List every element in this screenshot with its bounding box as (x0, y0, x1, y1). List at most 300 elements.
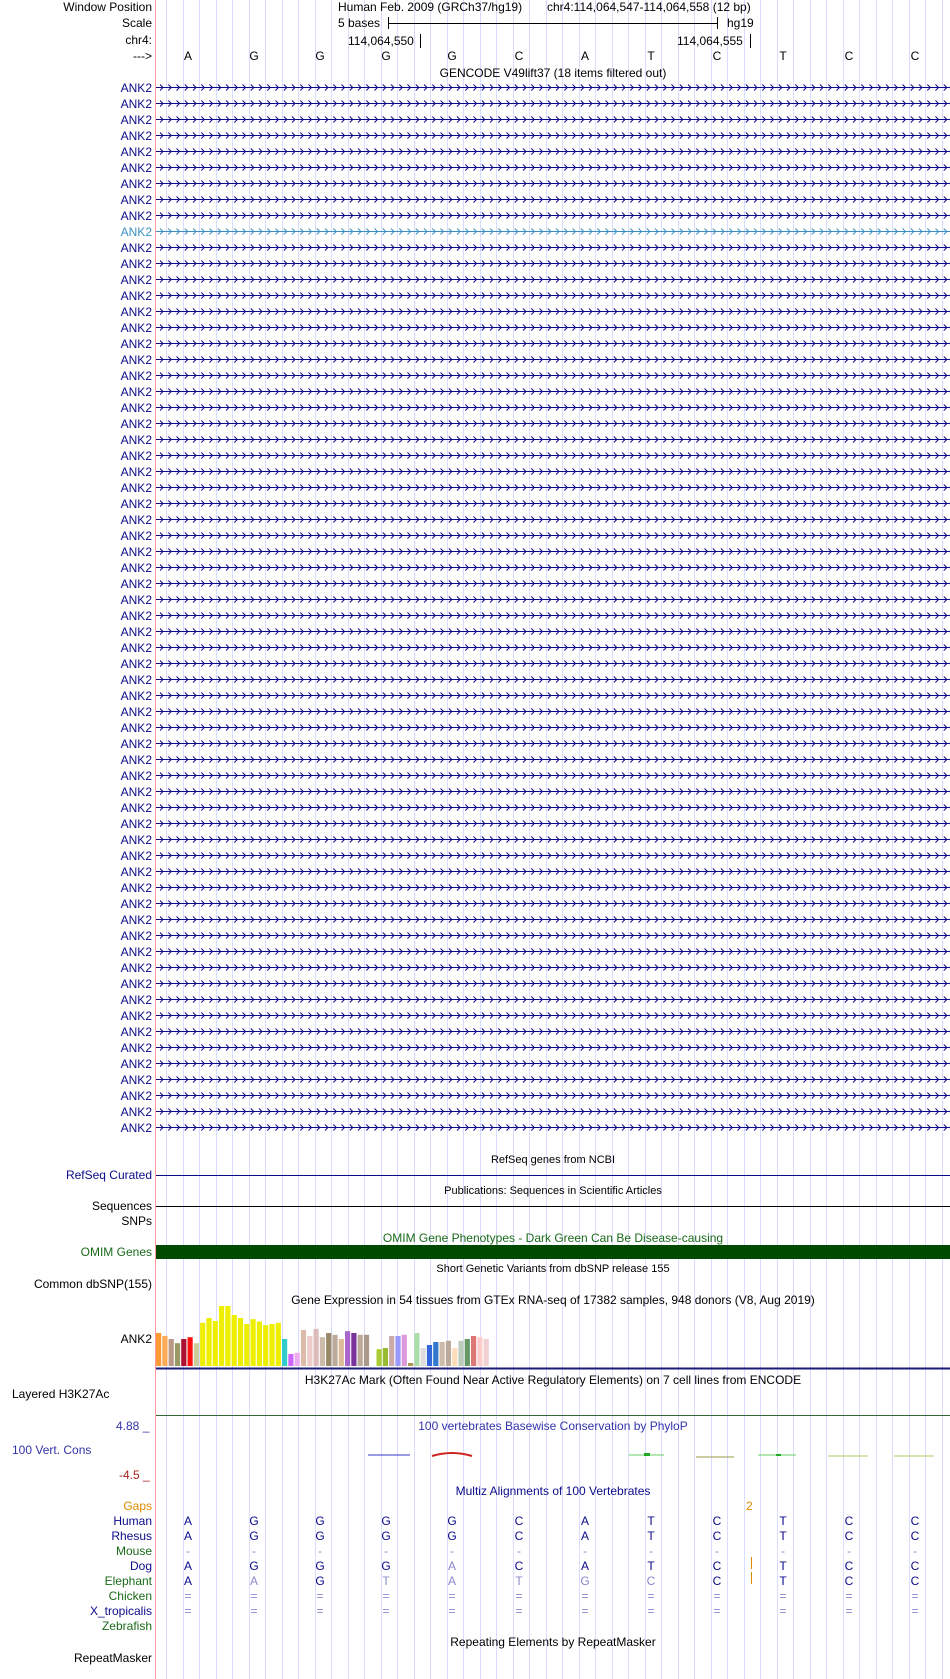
gene-intron-arrows[interactable] (156, 1056, 950, 1072)
gtex-tissue-bar (339, 1339, 344, 1366)
gencode-transcript-row[interactable] (0, 672, 950, 688)
gtex-tissue-bar (188, 1337, 193, 1366)
gencode-transcript-row[interactable] (0, 240, 950, 256)
ruler-tick-2: 114,064,555 (677, 34, 743, 48)
gene-intron-arrows[interactable] (156, 1120, 950, 1136)
gtex-tissue-bar (389, 1336, 394, 1366)
gene-name-label[interactable]: ANK2 (120, 161, 152, 175)
gene-name-label[interactable]: ANK2 (120, 129, 152, 143)
gencode-transcript-row[interactable] (0, 432, 950, 448)
gene-name-label[interactable]: ANK2 (120, 145, 152, 159)
gene-name-label[interactable]: ANK2 (120, 577, 152, 591)
gencode-transcript-row[interactable] (0, 624, 950, 640)
gene-name-label[interactable]: ANK2 (120, 689, 152, 703)
alignment-base: = (515, 1604, 523, 1618)
gtex-tissue-bar (295, 1353, 300, 1366)
omim-gene-bar[interactable] (156, 1245, 950, 1259)
chrom-label: chr4: (125, 33, 152, 47)
gene-name-label[interactable]: ANK2 (120, 1009, 152, 1023)
gap-marker-elephant (751, 1572, 752, 1584)
gtex-tissue-bar (408, 1363, 413, 1366)
gencode-transcript-row[interactable] (0, 640, 950, 656)
gencode-transcript-row[interactable] (0, 992, 950, 1008)
species-label[interactable]: Zebrafish (101, 1619, 152, 1633)
species-label[interactable]: Elephant (104, 1574, 152, 1588)
gene-intron-arrows[interactable] (156, 384, 950, 400)
gene-intron-arrows[interactable] (156, 368, 950, 384)
gene-name-label[interactable]: ANK2 (120, 721, 152, 735)
gencode-transcript-row[interactable] (0, 944, 950, 960)
ruler-tick-1: 114,064,550 (348, 34, 414, 48)
gene-name-label[interactable]: ANK2 (120, 465, 152, 479)
alignment-base: C (844, 1574, 854, 1588)
alignment-base: - (517, 1544, 521, 1558)
gencode-transcript-row[interactable] (0, 352, 950, 368)
gtex-tissue-bar (377, 1349, 382, 1366)
gene-name-label[interactable]: ANK2 (120, 561, 152, 575)
alignment-base: G (249, 1514, 259, 1528)
gene-intron-arrows[interactable] (156, 272, 950, 288)
gene-intron-arrows[interactable] (156, 896, 950, 912)
gencode-transcript-row[interactable] (0, 176, 950, 192)
gene-name-label[interactable]: ANK2 (120, 257, 152, 271)
gencode-transcript-row[interactable] (0, 112, 950, 128)
gtex-tissue-bar (358, 1335, 363, 1366)
gencode-track-title[interactable]: GENCODE V49lift37 (18 items filtered out) (439, 66, 667, 80)
gene-name-label[interactable]: ANK2 (120, 1073, 152, 1087)
gencode-transcript-row[interactable] (0, 512, 950, 528)
gene-intron-arrows[interactable] (156, 512, 950, 528)
alignment-base: A (580, 1559, 589, 1573)
gencode-transcript-row[interactable] (0, 256, 950, 272)
gene-name-label[interactable]: ANK2 (120, 225, 152, 239)
alignment-base: C (910, 1574, 920, 1588)
gencode-transcript-row[interactable] (0, 896, 950, 912)
gencode-transcript-row[interactable] (0, 528, 950, 544)
gencode-transcript-row[interactable] (0, 1072, 950, 1088)
gene-name-label[interactable]: ANK2 (120, 673, 152, 687)
gene-intron-arrows[interactable] (156, 1024, 950, 1040)
species-label[interactable]: Human (113, 1514, 152, 1528)
gene-name-label[interactable]: ANK2 (120, 1121, 152, 1135)
gene-intron-arrows[interactable] (156, 672, 950, 688)
gencode-transcript-row[interactable] (0, 800, 950, 816)
gene-intron-arrows[interactable] (156, 848, 950, 864)
multiz-track-title[interactable]: Multiz Alignments of 100 Vertebrates (455, 1484, 651, 1498)
gene-intron-arrows[interactable] (156, 1008, 950, 1024)
alignment-base: = (184, 1589, 192, 1603)
gene-name-label[interactable]: ANK2 (120, 289, 152, 303)
gene-intron-arrows[interactable] (156, 240, 950, 256)
gene-intron-arrows[interactable] (156, 320, 950, 336)
gene-intron-arrows[interactable] (156, 816, 950, 832)
gtex-tissue-bar (320, 1337, 325, 1366)
gtex-tissue-bar (446, 1341, 451, 1366)
gene-name-label[interactable]: ANK2 (120, 305, 152, 319)
gene-intron-arrows[interactable] (156, 768, 950, 784)
gtex-tissue-bar (414, 1333, 419, 1366)
gencode-transcript-row[interactable] (0, 288, 950, 304)
gencode-transcript-row[interactable] (0, 832, 950, 848)
gene-intron-arrows[interactable] (156, 944, 950, 960)
gene-intron-arrows[interactable] (156, 464, 950, 480)
gene-intron-arrows[interactable] (156, 112, 950, 128)
species-label[interactable]: Mouse (115, 1544, 152, 1558)
gaps-count: 2 (746, 1499, 753, 1513)
gene-intron-arrows[interactable] (156, 928, 950, 944)
alignment-base: - (781, 1544, 785, 1558)
gene-intron-arrows[interactable] (156, 960, 950, 976)
refseq-track-label[interactable]: RefSeq Curated (65, 1168, 152, 1182)
gencode-transcript-row[interactable] (0, 128, 950, 144)
gencode-transcript-row[interactable] (0, 336, 950, 352)
gene-name-label[interactable]: ANK2 (120, 609, 152, 623)
gtex-tissue-bar (314, 1329, 319, 1366)
snps-track-label[interactable]: SNPs (121, 1214, 152, 1228)
gene-intron-arrows[interactable] (156, 576, 950, 592)
gene-name-label[interactable]: ANK2 (120, 945, 152, 959)
gene-intron-arrows[interactable] (156, 96, 950, 112)
gene-name-label[interactable]: ANK2 (120, 321, 152, 335)
h3k27ac-track-title[interactable]: H3K27Ac Mark (Often Found Near Active Regulatory Elements) on 7 cell lines from ENCODE (304, 1373, 802, 1387)
species-label[interactable]: Rhesus (111, 1529, 152, 1543)
gtex-tissue-bar (421, 1348, 426, 1366)
h3k27ac-track-label[interactable]: Layered H3K27Ac (12, 1387, 110, 1401)
alignment-base: T (647, 1514, 655, 1528)
gene-intron-arrows[interactable] (156, 304, 950, 320)
gene-intron-arrows[interactable] (156, 736, 950, 752)
gene-name-label[interactable]: ANK2 (120, 833, 152, 847)
alignment-base: T (779, 1559, 787, 1573)
gene-intron-arrows[interactable] (156, 176, 950, 192)
gtex-tissue-bar (156, 1333, 161, 1366)
gene-name-label[interactable]: ANK2 (120, 641, 152, 655)
alignment-base: = (845, 1589, 853, 1603)
gencode-transcript-row[interactable] (0, 400, 950, 416)
gencode-transcript-row[interactable] (0, 416, 950, 432)
gene-intron-arrows[interactable] (156, 1072, 950, 1088)
alignment-base: C (514, 1529, 524, 1543)
dbsnp-track-title[interactable]: Short Genetic Variants from dbSNP release 155 (436, 1263, 670, 1275)
gene-name-label[interactable]: ANK2 (120, 385, 152, 399)
alignment-base: G (381, 1514, 391, 1528)
gencode-transcript-row[interactable] (0, 928, 950, 944)
gene-intron-arrows[interactable] (156, 1088, 950, 1104)
gencode-transcript-row[interactable] (0, 96, 950, 112)
species-label[interactable]: Dog (129, 1559, 152, 1573)
alignment-base: C (910, 1559, 920, 1573)
alignment-base: A (183, 1574, 192, 1588)
gene-intron-arrows[interactable] (156, 1040, 950, 1056)
gene-name-label[interactable]: ANK2 (120, 481, 152, 495)
gencode-transcript-row[interactable] (0, 144, 950, 160)
gene-intron-arrows[interactable] (156, 496, 950, 512)
gtex-expression-chart[interactable] (156, 1306, 950, 1370)
gene-name-label[interactable]: ANK2 (120, 545, 152, 559)
gtex-tissue-bar (440, 1342, 445, 1366)
gencode-transcript-row[interactable] (0, 304, 950, 320)
gencode-transcript-row[interactable] (0, 816, 950, 832)
assembly-name[interactable]: Human Feb. 2009 (GRCh37/hg19) (338, 0, 523, 14)
gencode-transcript-row[interactable] (0, 752, 950, 768)
scale-text: 5 bases (338, 16, 381, 30)
alignment-base: C (712, 1514, 722, 1528)
gene-intron-arrows[interactable] (156, 208, 950, 224)
gtex-tissue-bar (326, 1333, 331, 1366)
gencode-transcript-row[interactable] (0, 1040, 950, 1056)
gencode-transcript-row[interactable] (0, 960, 950, 976)
refseq-track-title[interactable]: RefSeq genes from NCBI (490, 1154, 616, 1166)
gtex-tissue-bar (477, 1337, 482, 1366)
gene-name-label[interactable]: ANK2 (120, 977, 152, 991)
gene-name-label[interactable]: ANK2 (120, 529, 152, 543)
gene-name-label[interactable]: ANK2 (120, 801, 152, 815)
gencode-transcript-row[interactable] (0, 704, 950, 720)
gtex-tissue-bar (276, 1323, 281, 1366)
gencode-transcript-row[interactable] (0, 464, 950, 480)
gene-intron-arrows[interactable] (156, 416, 950, 432)
gene-intron-arrows[interactable] (156, 752, 950, 768)
gencode-transcript-row[interactable] (0, 1056, 950, 1072)
gencode-transcript-row[interactable] (0, 768, 950, 784)
gene-intron-arrows[interactable] (156, 288, 950, 304)
gtex-tissue-bar (383, 1348, 388, 1366)
gene-name-label[interactable]: ANK2 (120, 929, 152, 943)
gencode-transcript-row[interactable] (0, 160, 950, 176)
gencode-transcript-row[interactable] (0, 1120, 950, 1136)
gene-intron-arrows[interactable] (156, 528, 950, 544)
gencode-transcript-row[interactable] (0, 496, 950, 512)
gene-intron-arrows[interactable] (156, 80, 950, 96)
alignment-base: G (580, 1574, 590, 1588)
gencode-transcript-row[interactable] (0, 480, 950, 496)
gene-name-label[interactable]: ANK2 (120, 753, 152, 767)
alignment-base: G (249, 1529, 259, 1543)
gene-intron-arrows[interactable] (156, 544, 950, 560)
gtex-tissue-bar (263, 1325, 268, 1366)
gtex-tissue-bar (269, 1324, 274, 1366)
gene-intron-arrows[interactable] (156, 720, 950, 736)
gene-name-label[interactable]: ANK2 (120, 1057, 152, 1071)
scale-db: hg19 (727, 16, 754, 30)
gencode-transcript-row[interactable] (0, 976, 950, 992)
gene-intron-arrows[interactable] (156, 880, 950, 896)
gene-intron-arrows[interactable] (156, 592, 950, 608)
gene-intron-arrows[interactable] (156, 688, 950, 704)
gencode-transcript-row[interactable] (0, 224, 950, 240)
gene-name-label[interactable]: ANK2 (120, 97, 152, 111)
gene-intron-arrows[interactable] (156, 352, 950, 368)
phylop-track-label[interactable]: 100 Vert. Cons (12, 1443, 92, 1457)
species-label[interactable]: X_tropicalis (89, 1604, 152, 1618)
gene-name-label[interactable]: ANK2 (120, 1025, 152, 1039)
gene-name-label[interactable]: ANK2 (120, 625, 152, 639)
gene-intron-arrows[interactable] (156, 480, 950, 496)
gencode-transcript-row[interactable] (0, 192, 950, 208)
gene-name-label[interactable]: ANK2 (120, 177, 152, 191)
alignment-base: = (581, 1604, 589, 1618)
gtex-tissue-bar (200, 1323, 205, 1366)
gene-intron-arrows[interactable] (156, 912, 950, 928)
gene-intron-arrows[interactable] (156, 608, 950, 624)
gtex-tissue-bar (471, 1336, 476, 1366)
gencode-transcript-row[interactable] (0, 80, 950, 96)
gene-name-label[interactable]: ANK2 (120, 209, 152, 223)
gene-name-label[interactable]: ANK2 (120, 497, 152, 511)
gene-intron-arrows[interactable] (156, 336, 950, 352)
gene-intron-arrows[interactable] (156, 800, 950, 816)
gene-name-label[interactable]: ANK2 (120, 1105, 152, 1119)
gencode-transcript-row[interactable] (0, 880, 950, 896)
gene-name-label[interactable]: ANK2 (120, 881, 152, 895)
phylop-track-title[interactable]: 100 vertebrates Basewise Conservation by PhyloP (418, 1419, 688, 1433)
gene-name-label[interactable]: ANK2 (120, 241, 152, 255)
gene-name-label[interactable]: ANK2 (120, 449, 152, 463)
alignment-base: - (186, 1544, 190, 1558)
alignment-base: = (316, 1604, 324, 1618)
gene-name-label[interactable]: ANK2 (120, 849, 152, 863)
gene-intron-arrows[interactable] (156, 992, 950, 1008)
gene-intron-arrows[interactable] (156, 192, 950, 208)
gtex-track-title[interactable]: Gene Expression in 54 tissues from GTEx RNA-seq of 17382 samples, 948 donors (V8, Aug 2019) (291, 1293, 815, 1307)
gencode-transcript-row[interactable] (0, 688, 950, 704)
gene-name-label[interactable]: ANK2 (120, 785, 152, 799)
repeatmasker-track-title[interactable]: Repeating Elements by RepeatMasker (450, 1635, 656, 1649)
publications-track-label[interactable]: Sequences (91, 1199, 152, 1213)
gene-intron-arrows[interactable] (156, 624, 950, 640)
gene-intron-arrows[interactable] (156, 704, 950, 720)
gtex-tissue-bar (225, 1306, 230, 1366)
dbsnp-track-label[interactable]: Common dbSNP(155) (33, 1277, 152, 1291)
alignment-base: G (315, 1559, 325, 1573)
gene-intron-arrows[interactable] (156, 784, 950, 800)
gencode-transcript-row[interactable] (0, 864, 950, 880)
gene-intron-arrows[interactable] (156, 400, 950, 416)
gencode-transcript-row[interactable] (0, 736, 950, 752)
alignment-base: C (514, 1559, 524, 1573)
gene-intron-arrows[interactable] (156, 832, 950, 848)
gencode-transcript-row[interactable] (0, 912, 950, 928)
gene-name-label[interactable]: ANK2 (120, 273, 152, 287)
alignment-base: - (913, 1544, 917, 1558)
gtex-tissue-bar (433, 1342, 438, 1366)
gencode-transcript-row[interactable] (0, 720, 950, 736)
alignment-base: A (447, 1559, 456, 1573)
gencode-transcript-row[interactable] (0, 576, 950, 592)
repeatmasker-track-label[interactable]: RepeatMasker (73, 1651, 152, 1665)
gencode-transcript-row[interactable] (0, 1008, 950, 1024)
gencode-transcript-row[interactable] (0, 368, 950, 384)
gencode-transcript-row[interactable] (0, 320, 950, 336)
phylop-conservation-plot[interactable] (156, 1440, 950, 1470)
gene-intron-arrows[interactable] (156, 640, 950, 656)
scale-label: Scale (121, 16, 152, 30)
alignment-base: - (318, 1544, 322, 1558)
gtex-tissue-bar (162, 1336, 167, 1366)
gene-intron-arrows[interactable] (156, 1104, 950, 1120)
gtex-track-label[interactable]: ANK2 (120, 1332, 152, 1346)
gene-name-label[interactable]: ANK2 (120, 737, 152, 751)
gencode-transcript-row[interactable] (0, 784, 950, 800)
gene-name-label[interactable]: ANK2 (120, 897, 152, 911)
gene-name-label[interactable]: ANK2 (120, 353, 152, 367)
gene-intron-arrows[interactable] (156, 256, 950, 272)
gene-name-label[interactable]: ANK2 (120, 705, 152, 719)
gene-name-label[interactable]: ANK2 (120, 417, 152, 431)
gencode-transcript-row[interactable] (0, 208, 950, 224)
gene-name-label[interactable]: ANK2 (120, 433, 152, 447)
gene-name-label[interactable]: ANK2 (120, 993, 152, 1007)
gene-intron-arrows[interactable] (156, 656, 950, 672)
gtex-tissue-bar (251, 1319, 256, 1366)
omim-track-title[interactable]: OMIM Gene Phenotypes - Dark Green Can Be Disease-causing (382, 1231, 724, 1245)
base-letter: A (580, 49, 589, 63)
gencode-transcript-row[interactable] (0, 848, 950, 864)
gene-intron-arrows[interactable] (156, 144, 950, 160)
gtex-tissue-bar (465, 1339, 470, 1366)
gene-intron-arrows[interactable] (156, 160, 950, 176)
gene-name-label[interactable]: ANK2 (120, 657, 152, 671)
gene-name-label[interactable]: ANK2 (120, 1041, 152, 1055)
gencode-transcript-row[interactable] (0, 560, 950, 576)
gene-name-label[interactable]: ANK2 (120, 81, 152, 95)
alignment-base: A (249, 1574, 258, 1588)
base-letter: A (183, 49, 192, 63)
position-readout[interactable]: chr4:114,064,547-114,064,558 (12 bp) (547, 0, 751, 14)
gene-name-label[interactable]: ANK2 (120, 1089, 152, 1103)
gtex-tissue-bar (452, 1348, 457, 1366)
gene-intron-arrows[interactable] (156, 976, 950, 992)
gene-name-label[interactable]: ANK2 (120, 401, 152, 415)
gencode-transcript-row[interactable] (0, 1104, 950, 1120)
gencode-transcript-row[interactable] (0, 448, 950, 464)
gaps-label-text: Gaps (123, 1499, 152, 1513)
gene-intron-arrows[interactable] (156, 432, 950, 448)
gene-name-label[interactable]: ANK2 (120, 369, 152, 383)
gene-intron-arrows[interactable] (156, 864, 950, 880)
gene-intron-arrows[interactable] (156, 128, 950, 144)
gene-name-label[interactable]: ANK2 (120, 865, 152, 879)
gencode-transcript-row[interactable] (0, 1088, 950, 1104)
gencode-transcript-row[interactable] (0, 656, 950, 672)
gene-name-label[interactable]: ANK2 (120, 961, 152, 975)
publications-track-title[interactable]: Publications: Sequences in Scientific Articles (444, 1185, 662, 1197)
gene-intron-arrows[interactable] (156, 560, 950, 576)
gene-name-label[interactable]: ANK2 (120, 513, 152, 527)
gtex-tissue-bar (395, 1336, 400, 1366)
gencode-transcript-row[interactable] (0, 592, 950, 608)
gene-name-label[interactable]: ANK2 (120, 769, 152, 783)
gencode-transcript-row[interactable] (0, 272, 950, 288)
gencode-transcript-row[interactable] (0, 544, 950, 560)
gencode-transcript-row[interactable] (0, 608, 950, 624)
gene-intron-arrows[interactable] (156, 224, 950, 240)
gene-name-label[interactable]: ANK2 (120, 817, 152, 831)
omim-track-label[interactable]: OMIM Genes (80, 1245, 152, 1259)
gene-name-label[interactable]: ANK2 (120, 593, 152, 607)
alignment-base: - (847, 1544, 851, 1558)
gtex-tissue-bar (402, 1335, 407, 1366)
gene-name-label[interactable]: ANK2 (120, 193, 152, 207)
gene-intron-arrows[interactable] (156, 448, 950, 464)
gene-name-label[interactable]: ANK2 (120, 913, 152, 927)
gene-name-label[interactable]: ANK2 (120, 337, 152, 351)
gencode-transcript-row[interactable] (0, 384, 950, 400)
refseq-intron-line (156, 1175, 950, 1176)
gene-name-label[interactable]: ANK2 (120, 113, 152, 127)
gencode-transcript-row[interactable] (0, 1024, 950, 1040)
species-label[interactable]: Chicken (108, 1589, 152, 1603)
